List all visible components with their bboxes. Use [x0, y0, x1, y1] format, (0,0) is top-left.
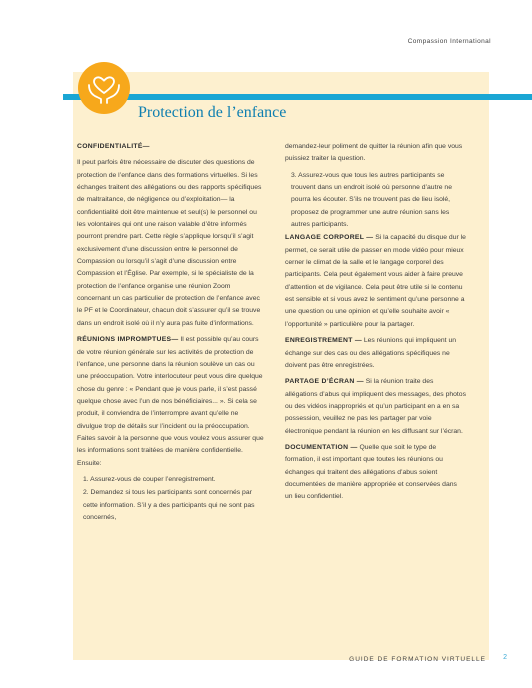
documentation-text: Quelle que soit le type de formation, il est important que toutes les réunions ou échanges qui traitent des allégations d’abus soient documentées de manière appropriée et conservées dans un lieu confidentiel.	[285, 443, 457, 501]
right-column	[285, 141, 466, 508]
reunions-text: Il est possible qu’au cours de votre réunion générale sur les activités de protection de l’enfance, une personne dans la réunion soulève un cas ou une préoccupation. Votre interlocuteur peut vous dire quelque chose du genre : « Pendant que je vous parle, il s’est passé quelque chose avec l’un de nos bénéficiaires... ». Si cela se produit, il conviendra de l’interrompre avant qu’elle ne divulgue trop de détails sur l’incident ou la préoccupation. Faites savoir à la personne que vous voulez vous assurer que les informations sont traitées de manière confidentielle. Ensuite:	[77, 336, 264, 467]
step-3: 3. Assurez-vous que tous les autres participants se trouvent dans un endroit isolé où personne d’autre ne pourra les écouter. S’ils ne trouvent pas de lieu isolé, proposez de programmer une autre réunion sans les autres participants.	[291, 171, 452, 229]
continuation-paragraph: demandez-leur poliment de quitter la réunion afin que vous puissiez traiter la question.	[285, 143, 463, 163]
left-column	[77, 141, 265, 525]
page-number: 2	[503, 654, 507, 661]
enregistrement-heading: ENREGISTREMENT —	[285, 337, 362, 345]
enregistrement-paragraph	[285, 335, 466, 372]
documentation-heading: DOCUMENTATION —	[285, 443, 358, 451]
confidentialite-heading: CONFIDENTIALITÉ—	[77, 143, 150, 150]
step-1: 1. Assurez-vous de couper l’enregistrement.	[83, 475, 216, 483]
header-band	[63, 94, 532, 100]
reunions-heading: RÉUNIONS IMPROMPTUES—	[77, 336, 179, 344]
confidentialite-paragraph: Il peut parfois être nécessaire de discuter des questions de protection de l’enfance dans des formations virtuelles. Si les échanges traitent des allégations ou des rapports spécifiques de maltraitance, de négligence ou d’exploitation— la confidentialité doit être maintenue et seul(s) le personnel ou les volontaires qui ont une raison valable d’être informés pourront prendre part. Cette règle s’applique lorsqu’il s’agit exclusivement d’une discussion entre le personnel de Compassion ou lorsqu’il s’agit d’une discussion entre Compassion et l’Église. Par exemple, si le spécialiste de la protection de l’enfance organise une réunion Zoom concernant un cas particulier de protection de l’enfance avec le PF et le Coordinateur, chacun doit s’assurer qu’il se trouve dans un endroit isolé où il n’y aura pas fuite d’informations.	[77, 159, 262, 327]
langage-paragraph	[285, 232, 466, 331]
langage-heading: LANGAGE CORPOREL —	[285, 234, 374, 242]
partage-paragraph	[285, 376, 466, 438]
partage-heading: PARTAGE D’ÉCRAN —	[285, 378, 364, 386]
step-2: 2. Demandez si tous les participants sont concernés par cette information. S’il y a des participants qui ne sont pas concernés,	[83, 489, 255, 521]
partage-text: Si la réunion traite des allégations d’abus qui impliquent des messages, des photos ou des vidéos inappropriés et qu’un participant en a en sa possession, veuillez ne pas les partager par voie électronique pendant la réunion en les diffusant sur l’écran.	[285, 378, 466, 435]
documentation-paragraph	[285, 442, 466, 504]
brand-name: Compassion International	[407, 38, 491, 45]
page-title: Protection de l’enfance	[138, 104, 287, 121]
footer-label: GUIDE DE FORMATION VIRTUELLE	[349, 656, 486, 663]
enregistrement-text: Les réunions qui impliquent un échange sur des cas ou des allégations spécifiques ne doivent pas être enregistrées.	[285, 337, 457, 369]
hands-holding-heart-icon	[78, 62, 130, 114]
langage-text: Si la capacité du disque dur le permet, ce serait utile de passer en mode vidéo pour mieux cerner le climat de la salle et le langage corporel des participants. Cela peut également vous aider à faire preuve d’attention et de vigilance. Cela peut être utile si le contenu est sensible et si vous avez le sentiment qu’une personne a une question ou une opinion et qu’elle souhaite avoir « l’opportunité » particulière pour la partager.	[285, 234, 466, 328]
reunions-paragraph	[77, 334, 265, 470]
